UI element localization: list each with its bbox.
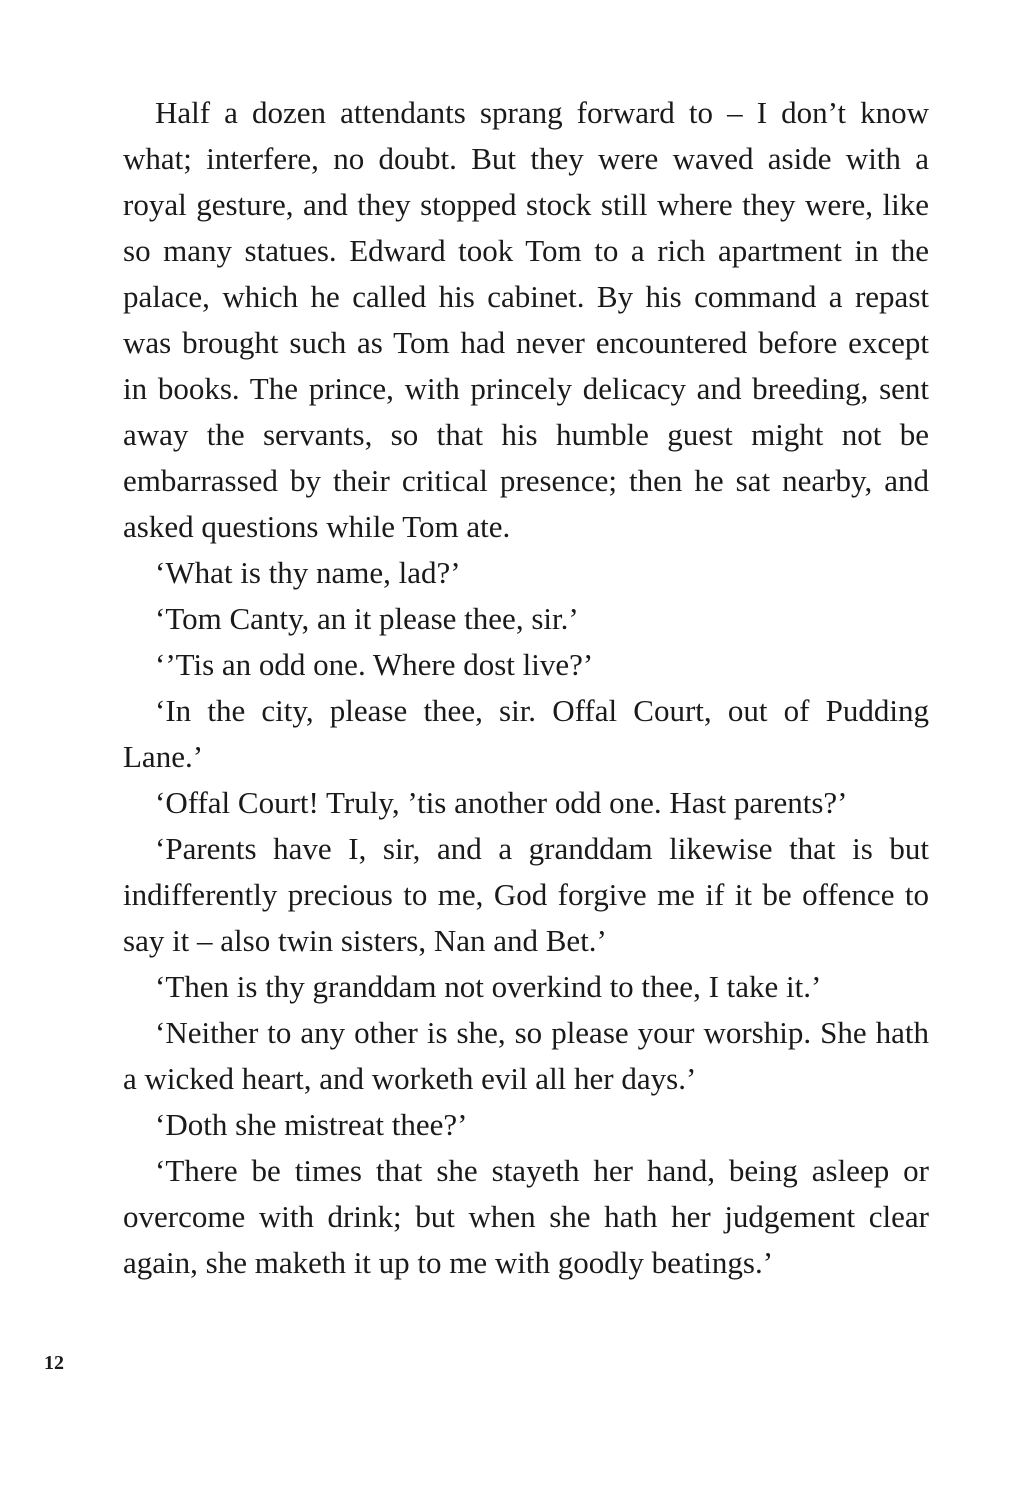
paragraph: ‘Neither to any other is she, so please your worship. She hath a wicked heart, and worketh evil all her days.’ bbox=[123, 1015, 929, 1096]
paragraph: ‘Doth she mistreat thee?’ bbox=[155, 1107, 468, 1142]
paragraph: ‘What is thy name, lad?’ bbox=[155, 555, 461, 590]
paragraph: ‘Offal Court! Truly, ’tis another odd one. Hast parents?’ bbox=[155, 785, 848, 820]
body-text bbox=[123, 90, 929, 1286]
paragraph: ‘Parents have I, sir, and a granddam likewise that is but indifferently precious to me, God forgive me if it be offence to say it – also twin sisters, Nan and Bet.’ bbox=[123, 831, 929, 958]
page-number: 12 bbox=[44, 1352, 64, 1374]
paragraph: Half a dozen attendants sprang forward to – I don’t know what; interfere, no doubt. But they were waved aside with a royal gesture, and they stopped stock still where they were, like so many statues. Edward took Tom to a rich apartment in the palace, which he called his cabinet. By his command a repast was brought such as Tom had never encountered before except in books. The prince, with princely delicacy and breeding, sent away the servants, so that his humble guest might not be embarrassed by their critical presence; then he sat nearby, and asked questions while Tom ate. bbox=[123, 95, 929, 544]
paragraph: ‘There be times that she stayeth her hand, being asleep or overcome with drink; but when she hath her judgement clear again, she maketh it up to me with goodly beatings.’ bbox=[123, 1153, 929, 1280]
paragraph: ‘Then is thy granddam not overkind to thee, I take it.’ bbox=[155, 969, 822, 1004]
paragraph: ‘Tom Canty, an it please thee, sir.’ bbox=[155, 601, 579, 636]
paragraph: ‘In the city, please thee, sir. Offal Court, out of Pudding Lane.’ bbox=[123, 693, 929, 774]
paragraph: ‘’Tis an odd one. Where dost live?’ bbox=[155, 647, 594, 682]
